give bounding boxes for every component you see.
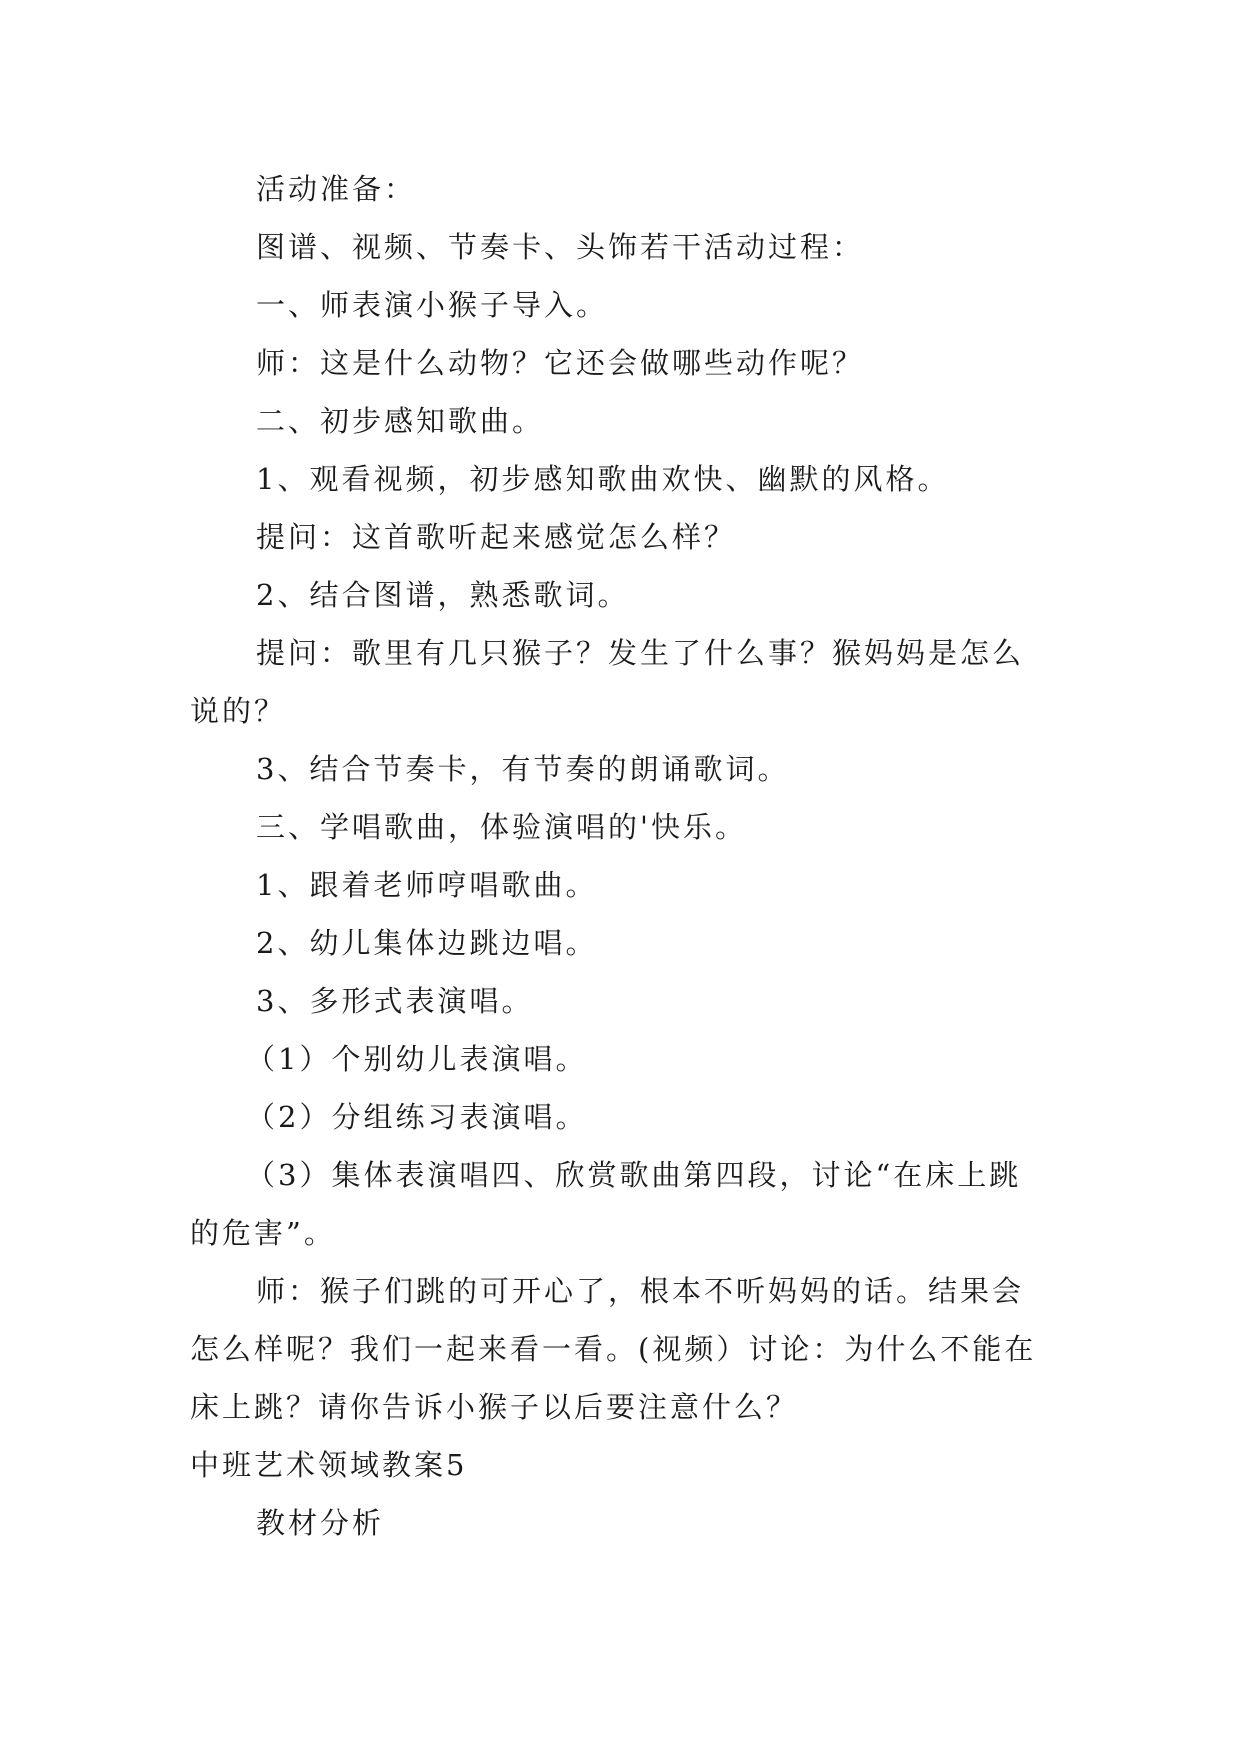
paragraph: 2、幼儿集体边跳边唱。	[256, 926, 598, 960]
paragraph: 图谱、视频、节奏卡、头饰若干活动过程：	[256, 230, 865, 264]
paragraph: 活动准备：	[256, 172, 417, 206]
paragraph: 1、跟着老师哼唱歌曲。	[256, 868, 598, 902]
paragraph: 3、结合节奏卡，有节奏的朗诵歌词。	[256, 752, 790, 786]
paragraph: 2、结合图谱，熟悉歌词。	[256, 578, 630, 612]
paragraph: 1、观看视频，初步感知歌曲欢快、幽默的风格。	[256, 462, 950, 496]
paragraph: 三、学唱歌曲，体验演唱的'快乐。	[256, 810, 747, 844]
paragraph: 3、多形式表演唱。	[256, 984, 534, 1018]
paragraph: （3）集体表演唱四、欣赏歌曲第四段，讨论“在床上跳的危害”。	[190, 1158, 1022, 1250]
paragraph: 师：这是什么动物？它还会做哪些动作呢？	[256, 346, 865, 380]
paragraph: 一、师表演小猴子导入。	[256, 288, 609, 322]
paragraph: （1）个别幼儿表演唱。	[246, 1042, 588, 1076]
paragraph: 教材分析	[256, 1506, 385, 1540]
section-heading: 中班艺术领域教案5	[190, 1448, 468, 1482]
document-body	[190, 160, 1050, 1552]
paragraph: （2）分组练习表演唱。	[246, 1100, 588, 1134]
paragraph: 提问：这首歌听起来感觉怎么样？	[256, 520, 737, 554]
paragraph: 二、初步感知歌曲。	[256, 404, 545, 438]
paragraph: 师：猴子们跳的可开心了，根本不听妈妈的话。结果会怎么样呢？我们一起来看一看。(视频）讨论：为什么不能在床上跳？请你告诉小猴子以后要注意什么？	[190, 1274, 1037, 1424]
paragraph: 提问：歌里有几只猴子？发生了什么事？猴妈妈是怎么说的？	[190, 636, 1025, 728]
